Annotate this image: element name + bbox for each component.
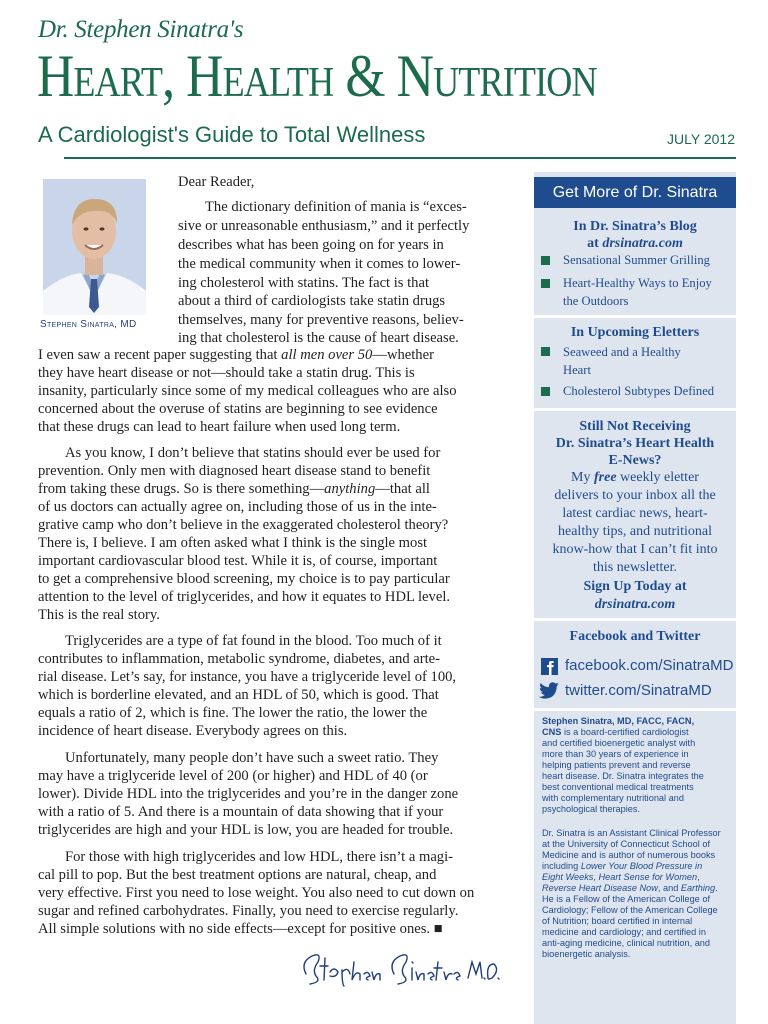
newsletter-title: Heart, Health & Nutrition: [37, 43, 597, 109]
eletter-item-seaweed: Seaweed and a Healthy: [563, 345, 681, 359]
eletters-heading: In Upcoming Eletters: [570, 325, 700, 340]
twitter-link[interactable]: twitter.com/SinatraMD: [565, 682, 712, 699]
letter-line: ing cholesterol with statins. The fact is that: [178, 275, 430, 291]
bio-text: of Nutrition; board certified in internal: [542, 916, 693, 926]
facebook-link[interactable]: facebook.com/SinatraMD: [565, 657, 734, 674]
letter-line: sugar and refined carbohydrates. Finally, you need to exercise regularly.: [38, 903, 459, 919]
enews-text: delivers to your inbox all the: [554, 488, 716, 503]
bio-text: heart disease. Dr. Sinatra integrates the: [542, 771, 704, 781]
square-bullet-icon: [541, 279, 550, 288]
letter-line: about a third of cardiologists take statin drugs: [178, 293, 446, 309]
enews-text: know-how that I can’t fit into: [552, 542, 718, 557]
signup-heading: Sign Up Today at: [583, 579, 687, 594]
letter-line: incidence of heart disease. Everybody agrees on this.: [38, 723, 348, 739]
social-heading: Facebook and Twitter: [569, 629, 701, 644]
author-signature: [298, 944, 503, 988]
portrait-illustration: [43, 179, 146, 315]
letter-line: The dictionary definition of mania is “exces-: [205, 199, 467, 215]
facebook-icon[interactable]: [541, 658, 558, 675]
sidebar-header: Get More of Dr. Sinatra: [534, 177, 736, 208]
letter-line: I even saw a recent paper suggesting that all men over 50—whether: [38, 347, 434, 363]
sidebar-divider: [534, 408, 736, 411]
letter-salutation: Dear Reader,: [178, 174, 255, 190]
bio-text: Eight Weeks, Heart Sense for Women,: [542, 872, 700, 882]
letter-line: very effective. First you need to lose weight. You also need to cut down on: [38, 885, 475, 901]
newsletter-subtitle: A Cardiologist's Guide to Total Wellness: [38, 122, 426, 147]
letter-line: which is borderline elevated, and an HDL of 50, which is good. That: [38, 687, 439, 703]
letter-line: sive or unreasonable enthusiasm,” and it perfectly: [178, 218, 470, 234]
bio-text: with complementary nutritional and: [542, 793, 684, 803]
letter-line: rial disease. Let’s say, for instance, you have a triglyceride level of 100,: [38, 669, 457, 685]
sidebar-divider: [534, 315, 736, 318]
letter-line: equals a ratio of 2, which is fine. The lower the ratio, the lower the: [38, 705, 428, 721]
letter-line: contributes to inflammation, metabolic syndrome, diabetes, and arte-: [38, 651, 441, 667]
enews-text: latest cardiac news, heart-: [562, 506, 708, 521]
letter-line: ing that cholesterol is the cause of heart disease.: [178, 330, 459, 346]
bio-text: He is a Fellow of the American College of: [542, 894, 711, 904]
enews-text: healthy tips, and nutritional: [558, 524, 712, 539]
letter-line: Triglycerides are a type of fat found in the blood. Too much of it: [65, 633, 442, 649]
letter-line: cal pill to pop. But the best treatment options are natural, cheap, and: [38, 867, 437, 883]
letter-line: from taking these drugs. So is there something—anything—that all: [38, 481, 430, 497]
letter-line: lower). Divide HDL into the triglycerides and you’re in the danger zone: [38, 786, 459, 802]
bio-text: more than 30 years of experience in: [542, 749, 689, 759]
letter-line: All simple solutions with no side effects—except for positive ones. ■: [38, 921, 443, 937]
blog-heading-site: at drsinatra.com: [587, 236, 683, 251]
eletter-item-cholesterol: Cholesterol Subtypes Defined: [563, 384, 715, 398]
bio-text: psychological therapies.: [542, 804, 641, 814]
blog-link-heart-healthy-outdoors-cont[interactable]: the Outdoors: [563, 294, 629, 308]
masthead-divider: [64, 157, 736, 159]
bio-text: and certified bioenergetic analyst with: [542, 738, 696, 748]
blog-link-summer-grilling[interactable]: Sensational Summer Grilling: [563, 253, 710, 267]
enews-heading-1: Still Not Receiving: [579, 419, 691, 434]
letter-line: Unfortunately, many people don’t have such a sweet ratio. They: [65, 750, 439, 766]
letter-line: insanity, particularly since some of my medical colleagues who are also: [38, 383, 457, 399]
letter-line: that these drugs can lead to heart failure when used long term.: [38, 419, 401, 435]
sidebar-divider: [534, 618, 736, 621]
letter-line: the medical community when it comes to lower-: [178, 256, 461, 272]
blog-heading: In Dr. Sinatra’s Blog: [573, 219, 697, 234]
bio-text: Medicine and is author of numerous books: [542, 850, 716, 860]
letter-line: of us doctors can actually agree on, including those of us in the inte-: [38, 499, 437, 515]
letter-line: As you know, I don’t believe that statins should ever be used for: [65, 445, 441, 461]
blog-link-heart-healthy-outdoors[interactable]: Heart-Healthy Ways to Enjoy: [563, 276, 712, 290]
letter-line: For those with high triglycerides and low HDL, there isn’t a magi-: [65, 849, 454, 865]
byline: Dr. Stephen Sinatra's: [38, 16, 244, 43]
bio-text: including Lower Your Blood Pressure in: [542, 861, 703, 871]
letter-line: grative camp who don’t believe in the exaggerated cholesterol theory?: [38, 517, 449, 533]
letter-line: triglycerides are high and your HDL is low, you are headed for trouble.: [38, 822, 454, 838]
letter-line: they have heart disease or not—should take a statin drug. This is: [38, 365, 415, 381]
letter-line: may have a triglyceride level of 200 (or higher) and HDL of 40 (or: [38, 768, 428, 784]
letter-line: important cardiovascular blood test. While it is, of course, important: [38, 553, 438, 569]
enews-heading-2: Dr. Sinatra’s Heart Health: [555, 436, 715, 451]
letter-line: to get a comprehensive blood screening, my choice is to pay particular: [38, 571, 450, 587]
enews-text: this newsletter.: [593, 560, 677, 575]
bio-text: Dr. Sinatra is an Assistant Clinical Professor: [542, 828, 721, 838]
letter-line: describes what has been going on for years in: [178, 237, 444, 253]
issue-date: JULY 2012: [667, 131, 735, 147]
signup-link[interactable]: drsinatra.com: [594, 597, 676, 612]
bio-text: helping patients prevent and reverse: [542, 760, 691, 770]
bio-text: medicine and cardiology; and certified in: [542, 927, 706, 937]
bio-text: best conventional medical treatments: [542, 782, 694, 792]
letter-line: themselves, many for preventive reasons, believ-: [178, 312, 464, 328]
square-bullet-icon: [541, 256, 550, 265]
enews-text: My free weekly eletter: [571, 470, 699, 485]
bio-text: CNS is a board-certified cardiologist: [542, 727, 689, 737]
bio-text: Stephen Sinatra, MD, FACC, FACN,: [542, 716, 695, 726]
enews-heading-3: E-News?: [608, 453, 662, 468]
sidebar-divider: [534, 708, 736, 711]
bio-text: bioenergetic analysis.: [542, 949, 631, 959]
letter-line: with a ratio of 5. And there is a mountain of data showing that if your: [38, 804, 444, 820]
letter-line: prevention. Only men with diagnosed heart disease stand to benefit: [38, 463, 431, 479]
letter-line: concerned about the overuse of statins are beginning to see evidence: [38, 401, 438, 417]
square-bullet-icon: [541, 387, 550, 396]
author-portrait: [43, 179, 146, 315]
bio-text: Reverse Heart Disease Now, and Earthing.: [542, 883, 718, 893]
bio-text: Cardiology; Fellow of the American College: [542, 905, 718, 915]
letter-line: There is, I believe. I am often asked what I think is the single most: [38, 535, 428, 551]
bio-text: at the University of Connecticut School of: [542, 839, 711, 849]
letter-line: This is the real story.: [38, 607, 160, 623]
bio-text: anti-aging medicine, clinical nutrition, and: [542, 938, 711, 948]
letter-line: attention to the level of triglycerides, and how it equates to HDL level.: [38, 589, 451, 605]
twitter-bird-icon[interactable]: [538, 682, 560, 699]
eletter-item-seaweed-cont: Heart: [563, 363, 591, 377]
portrait-caption: Stephen Sinatra, MD: [40, 319, 137, 330]
square-bullet-icon: [541, 347, 550, 356]
